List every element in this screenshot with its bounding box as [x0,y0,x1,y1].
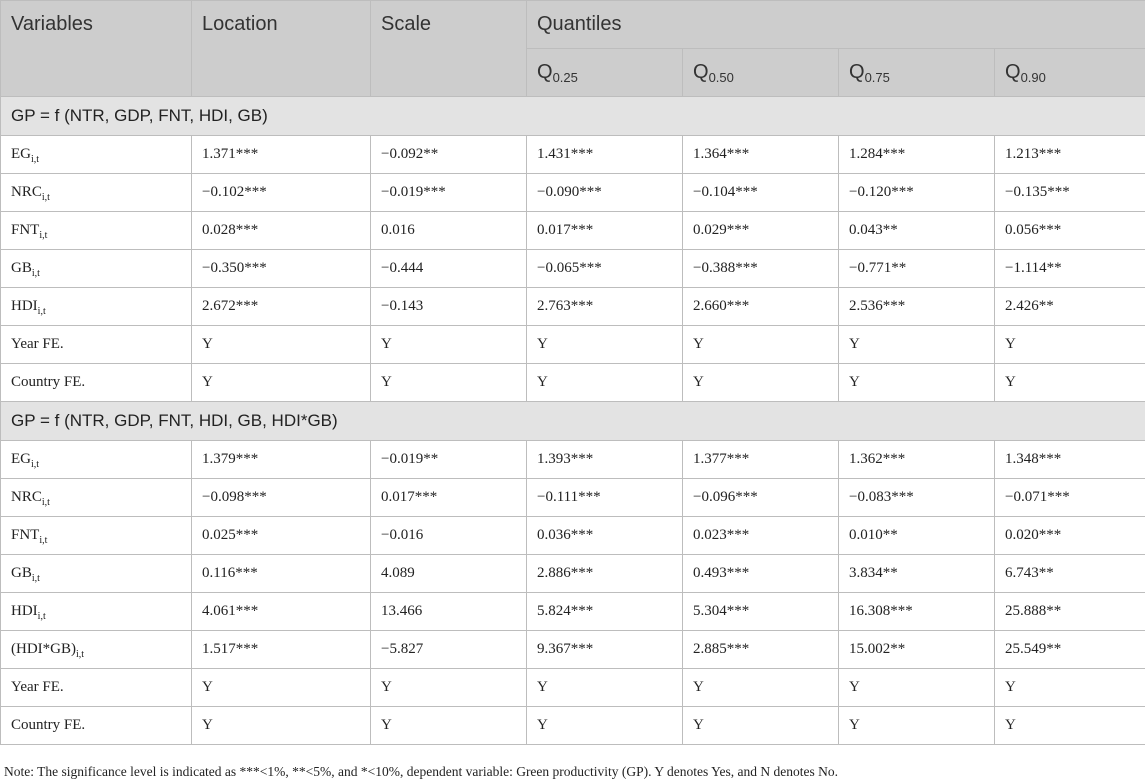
header-q25: $Q_{0.25}$ [527,49,683,97]
table-row [1,212,1145,250]
value-cell: 0.043** [839,212,995,250]
table-row [1,136,1145,174]
value-cell: 0.493*** [683,555,839,593]
value-cell: −5.827 [371,631,527,669]
value-cell: 3.834** [839,555,995,593]
value-cell: −0.102*** [192,174,371,212]
value-cell: 6.743** [995,555,1145,593]
value-cell: 15.002** [839,631,995,669]
value-cell: 0.023*** [683,517,839,555]
value-cell: 1.213*** [995,136,1145,174]
value-cell: Y [371,669,527,707]
variable-name: GB [11,260,32,276]
value-cell: Y [683,707,839,745]
variable-subscript: i,t [39,230,48,241]
value-cell: Y [527,707,683,745]
value-cell: −0.019** [371,441,527,479]
value-cell: Y [192,364,371,402]
variable-cell [1,517,192,555]
variable-cell [1,441,192,479]
header-q90: $Q_{0.90}$ [995,49,1145,97]
table-row [1,479,1145,517]
variable-name: Country FE. [11,374,86,390]
value-cell: −0.092** [371,136,527,174]
variable-name: HDI [11,298,38,314]
value-cell: 0.017*** [527,212,683,250]
variable-subscript: i,t [31,459,40,470]
variable-name: Country FE. [11,717,86,733]
header-scale: Scale [371,1,527,97]
value-cell: 5.824*** [527,593,683,631]
value-cell: 1.379*** [192,441,371,479]
value-cell: 25.888** [995,593,1145,631]
value-cell: −0.444 [371,250,527,288]
table-row [1,174,1145,212]
table-row [1,441,1145,479]
value-cell: 1.393*** [527,441,683,479]
variable-subscript: i,t [37,306,46,317]
value-cell: −0.016 [371,517,527,555]
value-cell: Y [527,326,683,364]
value-cell: 2.672*** [192,288,371,326]
value-cell: 1.377*** [683,441,839,479]
value-cell: Y [683,364,839,402]
value-cell: Y [192,326,371,364]
value-cell: 2.660*** [683,288,839,326]
variable-cell [1,631,192,669]
value-cell: −0.071*** [995,479,1145,517]
value-cell: Y [839,707,995,745]
variable-cell [1,707,192,745]
value-cell: 13.466 [371,593,527,631]
value-cell: Y [527,364,683,402]
variable-name: (HDI*GB) [11,641,76,657]
value-cell: 4.089 [371,555,527,593]
value-cell: 0.016 [371,212,527,250]
variable-cell [1,555,192,593]
value-cell: 2.885*** [683,631,839,669]
value-cell: Y [839,364,995,402]
variable-name: FNT [11,222,40,238]
value-cell: −0.388*** [683,250,839,288]
variable-cell [1,250,192,288]
table-row [1,555,1145,593]
variable-cell [1,326,192,364]
value-cell: Y [683,669,839,707]
table-row [1,364,1145,402]
value-cell: 0.036*** [527,517,683,555]
variable-subscript: i,t [41,192,50,203]
section-title: GP = f (NTR, GDP, FNT, HDI, GB, HDI*GB) [1,402,1145,441]
value-cell: 1.362*** [839,441,995,479]
variable-subscript: i,t [41,497,50,508]
value-cell: Y [683,326,839,364]
value-cell: 1.517*** [192,631,371,669]
value-cell: Y [527,669,683,707]
value-cell: 2.763*** [527,288,683,326]
variable-subscript: i,t [37,611,46,622]
variable-name: Year FE. [11,336,64,352]
variable-cell [1,479,192,517]
value-cell: 2.886*** [527,555,683,593]
value-cell: Y [371,326,527,364]
section-title: GP = f (NTR, GDP, FNT, HDI, GB) [1,97,1145,136]
variable-subscript: i,t [76,649,85,660]
table-row [1,669,1145,707]
table-row [1,288,1145,326]
header-location: Location [192,1,371,97]
table-row [1,517,1145,555]
value-cell: 16.308*** [839,593,995,631]
value-cell: 1.348*** [995,441,1145,479]
value-cell: Y [192,669,371,707]
value-cell: 2.426** [995,288,1145,326]
variable-name: HDI [11,603,38,619]
value-cell: −0.090*** [527,174,683,212]
variable-cell [1,288,192,326]
value-cell: 0.025*** [192,517,371,555]
value-cell: −0.135*** [995,174,1145,212]
section-header [1,97,1145,136]
variable-cell [1,593,192,631]
value-cell: −1.114** [995,250,1145,288]
table-row [1,250,1145,288]
section-header [1,402,1145,441]
variable-subscript: i,t [31,268,40,279]
value-cell: −0.019*** [371,174,527,212]
variable-subscript: i,t [31,154,40,165]
value-cell: Y [995,326,1145,364]
header-quantiles: Quantiles [527,1,1145,49]
value-cell: −0.065*** [527,250,683,288]
header-q50: $Q_{0.50}$ [683,49,839,97]
value-cell: 5.304*** [683,593,839,631]
value-cell: 2.536*** [839,288,995,326]
table-row [1,593,1145,631]
table-row [1,631,1145,669]
value-cell: −0.096*** [683,479,839,517]
value-cell: −0.771** [839,250,995,288]
value-cell: −0.350*** [192,250,371,288]
value-cell: 1.371*** [192,136,371,174]
value-cell: 0.056*** [995,212,1145,250]
value-cell: −0.120*** [839,174,995,212]
value-cell: 0.010** [839,517,995,555]
value-cell: 25.549** [995,631,1145,669]
value-cell: 0.029*** [683,212,839,250]
value-cell: Y [995,364,1145,402]
value-cell: Y [371,707,527,745]
table-note: Note: The significance level is indicated as ***<1%, **<5%, and *<10%, dependent variable: Green productivity (GP). Y denotes Yes, and N denotes No. [4,764,839,779]
table-header [1,1,1145,97]
table-body [1,97,1145,745]
variable-subscript: i,t [31,573,40,584]
value-cell: Y [995,707,1145,745]
variable-name: Year FE. [11,679,64,695]
variable-name: EG [11,451,31,467]
value-cell: Y [995,669,1145,707]
value-cell: 0.028*** [192,212,371,250]
variable-cell [1,174,192,212]
variable-cell [1,364,192,402]
value-cell: 1.431*** [527,136,683,174]
variable-name: FNT [11,527,40,543]
value-cell: 1.284*** [839,136,995,174]
value-cell: 0.017*** [371,479,527,517]
variable-cell [1,136,192,174]
value-cell: −0.111*** [527,479,683,517]
value-cell: Y [839,669,995,707]
value-cell: −0.143 [371,288,527,326]
value-cell: 1.364*** [683,136,839,174]
value-cell: 9.367*** [527,631,683,669]
variable-name: NRC [11,184,42,200]
header-q75: $Q_{0.75}$ [839,49,995,97]
variable-name: GB [11,565,32,581]
variable-cell [1,212,192,250]
value-cell: 0.020*** [995,517,1145,555]
variable-name: NRC [11,489,42,505]
value-cell: −0.098*** [192,479,371,517]
variable-name: EG [11,146,31,162]
value-cell: Y [371,364,527,402]
header-variables: Variables [1,1,192,97]
variable-cell [1,669,192,707]
table-row [1,326,1145,364]
value-cell: Y [839,326,995,364]
variable-subscript: i,t [39,535,48,546]
value-cell: −0.083*** [839,479,995,517]
table-row [1,707,1145,745]
value-cell: −0.104*** [683,174,839,212]
value-cell: Y [192,707,371,745]
value-cell: 0.116*** [192,555,371,593]
value-cell: 4.061*** [192,593,371,631]
